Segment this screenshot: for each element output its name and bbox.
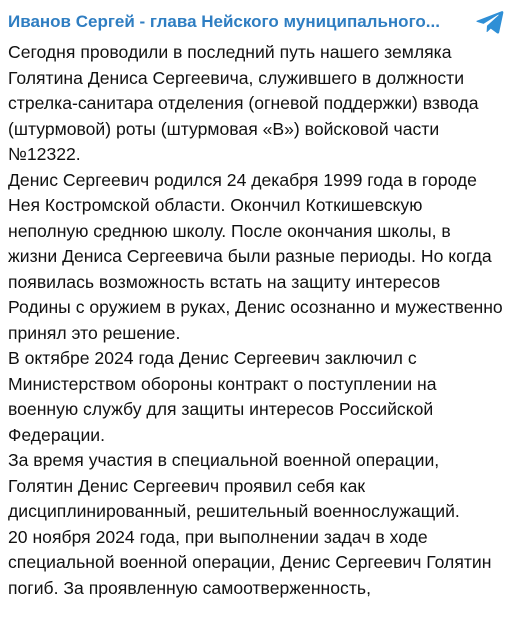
- post-paragraph-5: 20 ноября 2024 года, при выполнении задач в ходе специальной военной операции, Денис Сергеевич Голятин погиб. За проявленную самоотверженность,: [8, 526, 492, 598]
- channel-title[interactable]: Иванов Сергей - глава Нейского муниципального...: [8, 12, 440, 31]
- telegram-icon[interactable]: [474, 8, 504, 36]
- post-paragraph-2: Денис Сергеевич родился 24 декабря 1999 года в городе Нея Костромской области. Окончил Коткишевскую неполную среднюю школу. После окончания школы, в жизни Дениса Сергеевича были разные периоды. Но когда появилась возможность встать на защиту интересов Родины с оружием в руках, Денис осознанно и мужественно принял это решение.: [8, 169, 503, 343]
- post-paragraph-1: Сегодня проводили в последний путь нашего земляка Голятина Дениса Сергеевича, служившего в должности стрелка-санитара отделения (огневой поддержки) взвода (штурмовой) роты (штурмовая «В») войсковой части №12322.: [8, 42, 479, 164]
- post-body: [8, 40, 504, 601]
- post-paragraph-3: В октябре 2024 года Денис Сергеевич заключил с Министерством обороны контракт о поступлении на военную службу для защиты интересов Российской Федерации.: [8, 348, 437, 445]
- post-header: [8, 8, 504, 36]
- post-paragraph-4: За время участия в специальной военной операции, Голятин Денис Сергеевич проявил себя как дисциплинированный, решительный военнослужащий.: [8, 450, 460, 521]
